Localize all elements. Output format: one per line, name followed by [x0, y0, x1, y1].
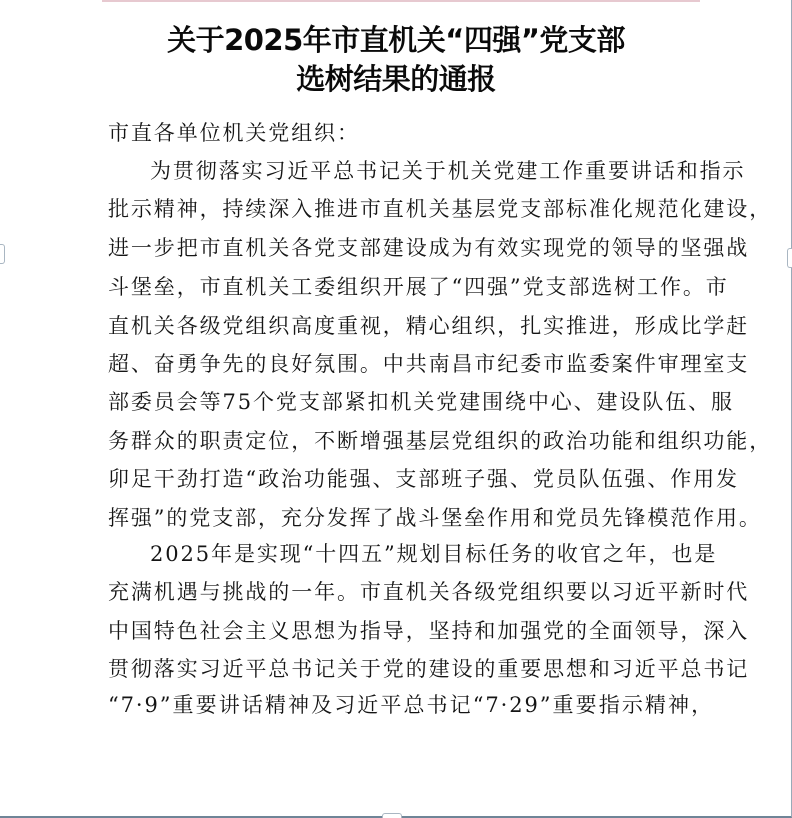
document-title-line-2: 选树结果的通报 [296, 62, 496, 96]
resize-handle-left[interactable] [0, 244, 5, 264]
paragraph-2-line: 2025年是实现“十四五”规划目标任务的收官之年，也是 [150, 542, 718, 566]
paragraph-1-line: 斗堡垒，市直机关工委组织开展了“四强”党支部选树工作。市 [108, 275, 729, 299]
paragraph-2-line: 贯彻落实习近平总书记关于党的建设的重要思想和习近平总书记 [108, 657, 750, 681]
paragraph-2-line: 充满机遇与挑战的一年。市直机关各级党组织要以习近平新时代 [108, 580, 750, 604]
resize-handle-bottom[interactable] [382, 813, 402, 818]
paragraph-1-line: 直机关各级党组织高度重视，精心组织，扎实推进，形成比学赶 [108, 314, 750, 338]
paragraph-2-line: 中国特色社会主义思想为指导，坚持和加强党的全面领导，深入 [108, 619, 750, 643]
salutation: 市直各单位机关党组织： [108, 121, 360, 145]
top-red-rule [102, 0, 700, 2]
paragraph-1-line: 挥强”的党支部，充分发挥了战斗堡垒作用和党员先锋模范作用。 [108, 506, 762, 530]
document-title-line-1: 关于2025年市直机关“四强”党支部 [167, 23, 625, 57]
paragraph-1-line: 为贯彻落实习近平总书记关于机关党建工作重要讲话和指示 [150, 159, 746, 183]
paragraph-1-line: 超、奋勇争先的良好氛围。中共南昌市纪委市监委案件审理室支 [108, 352, 750, 376]
paragraph-1-line: 务群众的职责定位，不断增强基层党组织的政治功能和组织功能， [108, 429, 773, 453]
paragraph-1-line: 批示精神，持续深入推进市直机关基层党支部标准化规范化建设， [108, 197, 773, 221]
paragraph-1-line: 卯足干劲打造“政治功能强、支部班子强、党员队伍强、作用发 [108, 467, 739, 491]
paragraph-2-line: “7·9”重要讲话精神及习近平总书记“7·29”重要指示精神， [108, 693, 714, 717]
resize-handle-right[interactable] [787, 248, 792, 268]
paragraph-1-line: 部委员会等75个党支部紧扣机关党建围绕中心、建设队伍、服 [108, 390, 734, 414]
paragraph-1-line: 进一步把市直机关各党支部建设成为有效实现党的领导的坚强战 [108, 236, 750, 260]
